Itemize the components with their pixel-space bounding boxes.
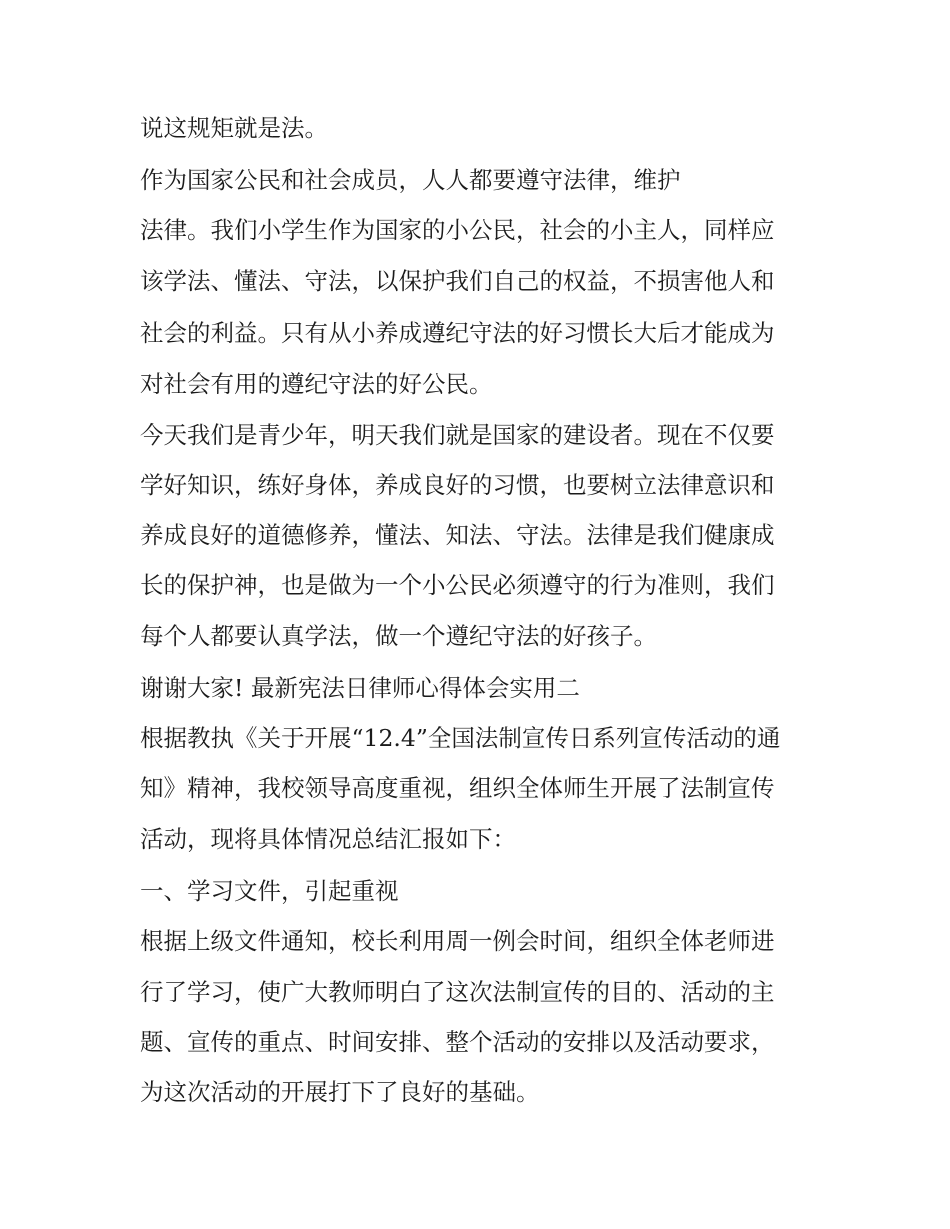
text-line: 法律。我们小学生作为国家的小公民，社会的小主人，同样应 xyxy=(140,216,775,244)
text-line: 该学法、懂法、守法，以保护我们自己的权益，不损害他人和 xyxy=(140,267,775,295)
text-line: 根据教执《关于开展“12.4”全国法制宣传日系列宣传活动的通 xyxy=(140,724,781,752)
text-line: 作为国家公民和社会成员，人人都要遵守法律，维护 xyxy=(140,166,681,194)
text-line: 每个人都要认真学法，做一个遵纪守法的好孩子。 xyxy=(140,622,657,650)
text-line: 学好知识，练好身体，养成良好的习惯，也要树立法律意识和 xyxy=(140,471,775,499)
text-line: 养成良好的道德修养，懂法、知法、守法。法律是我们健康成 xyxy=(140,521,775,549)
text-line: 社会的利益。只有从小养成遵纪守法的好习惯长大后才能成为 xyxy=(140,319,775,347)
text-line: 对社会有用的遵纪守法的好公民。 xyxy=(140,370,493,398)
text-line: 活动，现将具体情况总结汇报如下： xyxy=(140,825,516,853)
text-line: 知》精神，我校领导高度重视，组织全体师生开展了法制宣传 xyxy=(140,774,775,802)
text-line: 说这规矩就是法。 xyxy=(140,114,328,142)
text-line: 今天我们是青少年，明天我们就是国家的建设者。现在不仅要 xyxy=(140,421,775,449)
text-line: 长的保护神，也是做为一个小公民必须遵守的行为准则，我们 xyxy=(140,571,775,599)
text-line: 题、宣传的重点、时间安排、整个活动的安排以及活动要求， xyxy=(140,1028,775,1056)
text-line: 根据上级文件通知，校长利用周一例会时间，组织全体老师进 xyxy=(140,927,775,955)
text-line: 为这次活动的开展打下了良好的基础。 xyxy=(140,1078,540,1106)
text-line: 谢谢大家! 最新宪法日律师心得体会实用二 xyxy=(140,674,580,702)
text-line: 行了学习，使广大教师明白了这次法制宣传的目的、活动的主 xyxy=(140,978,775,1006)
section-heading: 一、学习文件，引起重视 xyxy=(140,877,399,905)
